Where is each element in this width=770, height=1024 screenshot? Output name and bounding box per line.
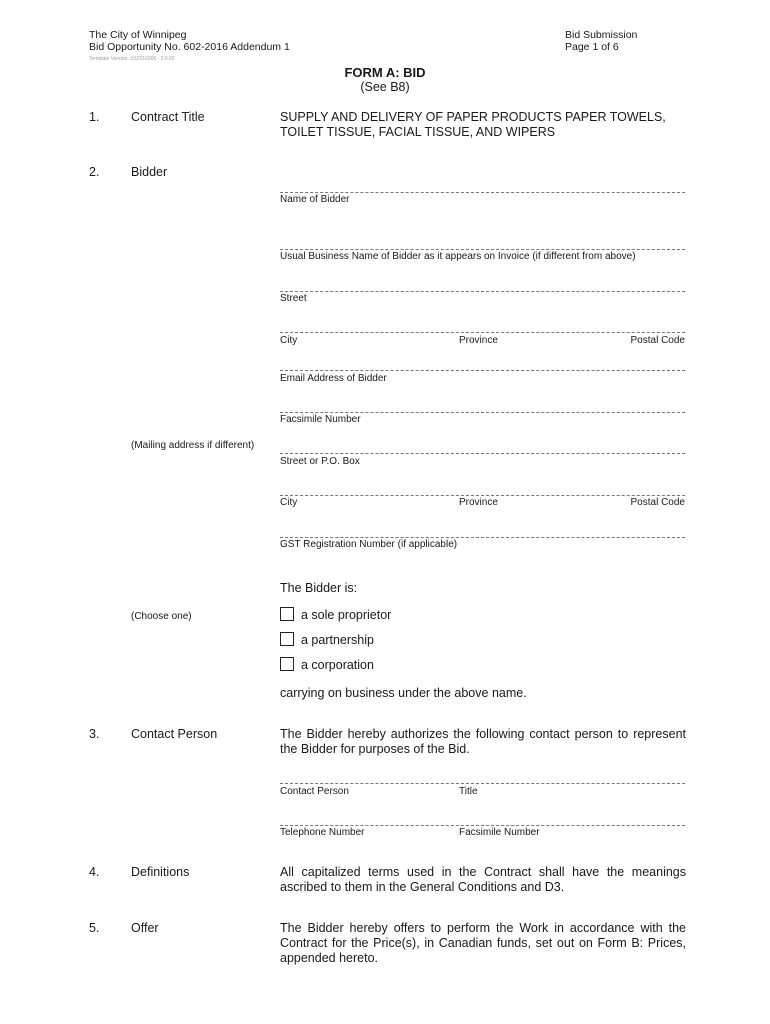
contract-title-line-2: TOILET TISSUE, FACIAL TISSUE, AND WIPERS (280, 125, 556, 139)
carrying-on-business-text: carrying on business under the above name. (280, 686, 527, 700)
corporation-checkbox[interactable] (280, 657, 294, 671)
street-label: Street (280, 293, 307, 304)
section-1-label: Contract Title (131, 110, 205, 124)
usual-business-name-label: Usual Business Name of Bidder as it appears on Invoice (if different from above) (280, 251, 636, 262)
telephone-label: Telephone Number (280, 827, 365, 838)
partnership-label: a partnership (301, 633, 374, 647)
section-2-label: Bidder (131, 165, 168, 179)
name-of-bidder-label: Name of Bidder (280, 194, 350, 205)
name-of-bidder-line[interactable] (280, 192, 685, 193)
gst-line[interactable] (280, 537, 685, 538)
city-province-postal-line[interactable] (280, 332, 685, 333)
section-2-number: 2. (89, 165, 100, 179)
postal-code-label: Postal Code (630, 335, 685, 346)
usual-business-name-line[interactable] (280, 249, 685, 250)
choose-one-note: (Choose one) (131, 611, 192, 622)
section-5-label: Offer (131, 921, 159, 935)
gst-label: GST Registration Number (if applicable) (280, 539, 458, 550)
province-label: Province (459, 335, 498, 346)
mailing-city-label: City (280, 497, 298, 508)
sole-proprietor-checkbox[interactable] (280, 607, 294, 621)
corporation-label: a corporation (301, 658, 374, 672)
mailing-province-label: Province (459, 497, 498, 508)
definitions-text: All capitalized terms used in the Contract shall have the meanings ascribed to them in the General Conditions and D3. (280, 865, 686, 894)
template-version: Template Version: SS2016006 - 2.0.02 (89, 56, 175, 62)
contact-person-title-line[interactable] (280, 783, 685, 784)
section-1-number: 1. (89, 110, 100, 124)
sole-proprietor-label: a sole proprietor (301, 608, 392, 622)
contact-fax-label: Facsimile Number (459, 827, 540, 838)
street-line[interactable] (280, 291, 685, 292)
bidder-is-heading: The Bidder is: (280, 581, 358, 595)
header-submission: Bid Submission (565, 29, 638, 41)
form-subtitle: (See B8) (360, 80, 410, 94)
mailing-address-note: (Mailing address if different) (131, 440, 255, 451)
section-5-number: 5. (89, 921, 100, 935)
fax-line[interactable] (280, 412, 685, 413)
mailing-postal-code-label: Postal Code (630, 497, 685, 508)
partnership-checkbox[interactable] (280, 632, 294, 646)
title-label: Title (459, 786, 478, 797)
email-line[interactable] (280, 370, 685, 371)
contact-person-label: Contact Person (280, 786, 349, 797)
street-po-box-label: Street or P.O. Box (280, 456, 360, 467)
telephone-fax-line[interactable] (280, 825, 685, 826)
section-3-number: 3. (89, 727, 100, 741)
contract-title-line-1: SUPPLY AND DELIVERY OF PAPER PRODUCTS PAPER TOWELS, (280, 110, 666, 124)
section-3-label: Contact Person (131, 727, 218, 741)
city-label: City (280, 335, 298, 346)
section-4-number: 4. (89, 865, 100, 879)
header-org: The City of Winnipeg (89, 29, 187, 41)
mailing-city-province-postal-line[interactable] (280, 495, 685, 496)
section-4-label: Definitions (131, 865, 190, 879)
fax-label: Facsimile Number (280, 414, 361, 425)
offer-text: The Bidder hereby offers to perform the Work in accordance with the Contract for the Price(s), in Canadian funds, set out on Form B: Prices, appended hereto. (280, 921, 686, 965)
email-label: Email Address of Bidder (280, 373, 387, 384)
street-po-box-line[interactable] (280, 453, 685, 454)
form-title: FORM A: BID (344, 65, 426, 80)
header-page: Page 1 of 6 (565, 41, 619, 53)
header-bid-opportunity: Bid Opportunity No. 602-2016 Addendum 1 (89, 41, 290, 53)
contact-person-text: The Bidder hereby authorizes the following contact person to represent the Bidder for purposes of the Bid. (280, 727, 686, 756)
